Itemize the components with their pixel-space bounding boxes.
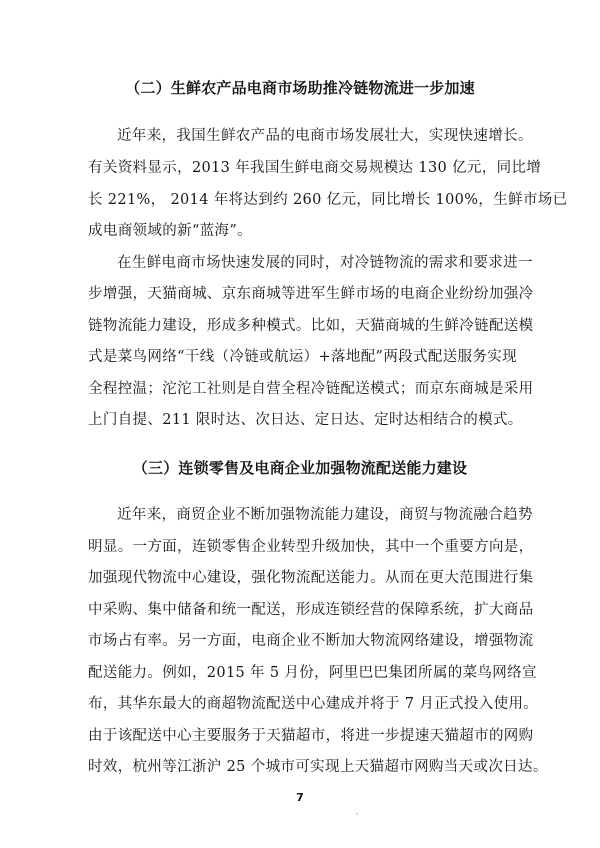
page-number: 7 [296, 791, 304, 804]
text-line: 长 221%， 2014 年将达到约 260 亿元，同比增长 100%，生鲜市场已 [88, 192, 568, 208]
text-line: 加强现代物流中心建设，强化物流配送能力。从而在更大范围进行集 [88, 570, 534, 586]
text-line: 由于该配送中心主要服务于天猫超市，将进一步提速天猫超市的网购 [88, 728, 534, 744]
text-line: 中采购、集中储备和统一配送，形成连锁经营的保障系统，扩大商品 [88, 602, 534, 618]
text-line: 链物流能力建设，形成多种模式。比如，天猫商城的生鲜冷链配送模 [88, 318, 534, 334]
text-line: 上门自提、211 限时达、次日达、定日达、定时达相结合的模式。 [88, 412, 523, 428]
text-line: 有关资料显示，2013 年我国生鲜电商交易规模达 130 亿元，同比增 [88, 160, 542, 176]
text-line: 式是菜鸟网络“干线（冷链或航运）+落地配”两段式配送服务实现 [88, 349, 517, 365]
text-line: 市场占有率。另一方面，电商企业不断加大物流网络建设，增强物流 [88, 633, 534, 649]
scan-speck [356, 813, 358, 815]
text-line: 在生鲜电商市场快速发展的同时，对冷链物流的需求和要求进一 [117, 255, 533, 271]
text-line: 时效，杭州等江浙沪 25 个城市可实现上天猫超市网购当天或次日达。 [88, 759, 548, 775]
text-line: 成电商领域的新“蓝海”。 [88, 223, 253, 239]
text-line: 布，其华东最大的商超物流配送中心建成并将于 7 月正式投入使用。 [88, 696, 539, 712]
text-line: 近年来，我国生鲜农产品的电商市场发展壮大，实现快速增长。 [117, 128, 533, 144]
text-line: 配送能力。例如，2015 年 5 月份，阿里巴巴集团所属的菜鸟网络宣 [88, 665, 537, 681]
text-line: 全程控温；沱沱工社则是自营全程冷链配送模式；而京东商城是采用 [88, 381, 534, 397]
section-3-heading: （三）连锁零售及电商企业加强物流配送能力建设 [132, 459, 468, 477]
text-line: 近年来，商贸企业不断加强物流能力建设，商贸与物流融合趋势 [117, 507, 533, 523]
section-2-heading: （二）生鲜农产品电商市场助推冷链物流进一步加速 [125, 79, 475, 97]
text-line: 明显。一方面，连锁零售企业转型升级加快，其中一个重要方向是， [88, 539, 534, 555]
text-line: 步增强，天猫商城、京东商城等进军生鲜市场的电商企业纷纷加强冷 [88, 286, 534, 302]
